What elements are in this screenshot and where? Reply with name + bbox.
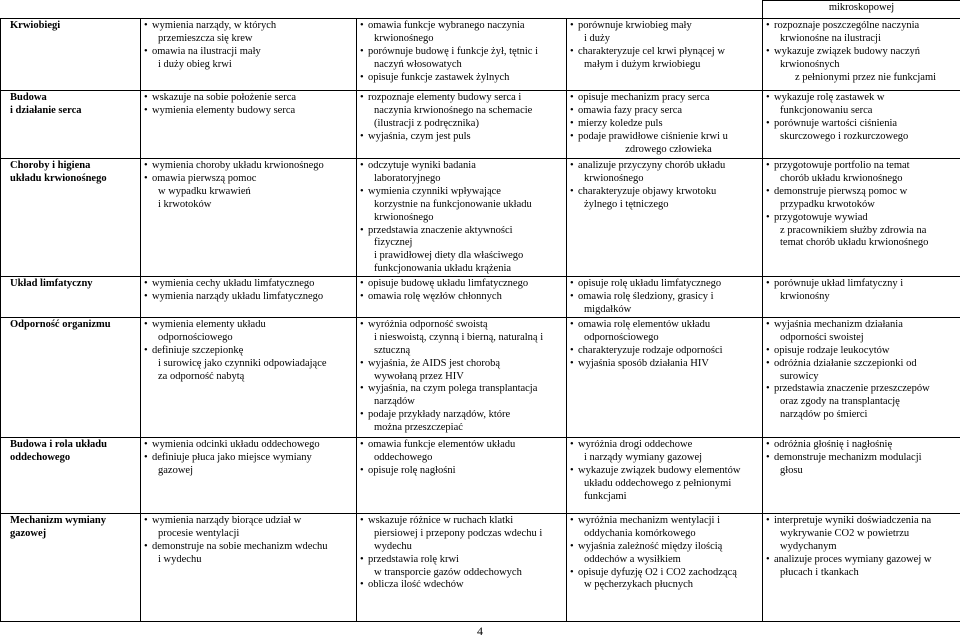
requirement-list — [570, 515, 759, 592]
topic-cell — [1, 513, 141, 621]
requirement-item: • przygotowuje portfolio na temat — [766, 160, 957, 173]
requirement-item: • interpretuje wyniki doświadczenia na — [766, 515, 957, 528]
requirement-cell — [763, 437, 960, 513]
requirement-item: • wymienia narządy, w których — [144, 20, 353, 33]
requirement-continuation: temat chorób układu krwionośnego — [780, 237, 929, 249]
requirement-continuation: wydychanym — [780, 540, 837, 552]
requirement-continuation: głosu — [780, 464, 803, 476]
requirement-continuation: migdałków — [584, 303, 632, 315]
requirement-item: • wskazuje różnice w ruchach klatki — [360, 515, 563, 528]
requirement-item: • omawia rolę elementów układu — [570, 319, 759, 332]
requirement-cell — [141, 91, 357, 159]
requirement-list — [570, 319, 759, 371]
requirement-cell — [357, 317, 567, 437]
requirement-item: • opisuje budowę układu limfatycznego — [360, 278, 563, 291]
topic-label: Odporność organizmu — [10, 318, 111, 330]
requirement-list — [144, 20, 353, 72]
requirement-continuation: i nieswoistą, czynną i bierną, naturalną i — [374, 331, 544, 343]
requirement-cell — [763, 19, 960, 91]
requirement-list — [570, 92, 759, 157]
requirement-item: • demonstruje pierwszą pomoc w — [766, 186, 957, 199]
requirement-item: • wyjaśnia sposób działania HIV — [570, 358, 759, 371]
header-row — [1, 1, 960, 19]
requirement-item: • porównuje budowę i funkcje żył, tętnic i — [360, 46, 563, 59]
requirement-cell — [567, 19, 763, 91]
requirement-item: • wyjaśnia zależność między ilością — [570, 541, 759, 554]
requirement-continuation: i surowicę jako czynniki odpowiadające — [158, 357, 327, 369]
requirement-item: • przedstawia rolę krwi — [360, 554, 563, 567]
requirement-list — [360, 515, 563, 592]
requirement-continuation: gazowej — [158, 464, 193, 476]
requirement-cell — [141, 277, 357, 318]
topic-label: Krwiobiegi — [10, 20, 61, 31]
requirement-continuation: procesie wentylacji — [158, 527, 240, 539]
topic-cell — [1, 19, 141, 91]
requirement-continuation: krwionośnego — [584, 172, 644, 184]
requirement-item: • omawia funkcje elementów układu — [360, 439, 563, 452]
requirement-continuation: w wypadku krwawień — [158, 185, 251, 197]
requirement-item: • odróżnia głośnię i nagłośnię — [766, 439, 957, 452]
requirement-cell — [763, 159, 960, 277]
requirement-cell — [763, 277, 960, 318]
requirement-item: • przygotowuje wywiad — [766, 212, 957, 225]
requirement-item: • wyjaśnia, czym jest puls — [360, 131, 563, 144]
requirement-item: • rozpoznaje elementy budowy serca i — [360, 92, 563, 105]
table-row — [1, 513, 960, 621]
requirement-continuation: krwionośnego — [374, 211, 434, 223]
requirement-item: • definiuje szczepionkę — [144, 345, 353, 358]
requirement-continuation: odpornościowego — [158, 331, 233, 343]
requirement-continuation: wydechu — [374, 540, 412, 552]
requirement-continuation: odporności swoistej — [780, 331, 864, 343]
requirement-continuation: narządów — [374, 396, 415, 408]
requirement-continuation: skurczowego i rozkurczowego — [780, 130, 909, 142]
requirement-list — [570, 278, 759, 317]
requirement-continuation: surowicy — [780, 370, 819, 382]
requirement-item: • wyjaśnia mechanizm działania — [766, 319, 957, 332]
requirement-continuation: wykrywanie CO2 w powietrzu — [780, 527, 910, 539]
requirement-item: • wyróżnia odporność swoistą — [360, 319, 563, 332]
requirement-cell — [357, 437, 567, 513]
page-number: 4 — [477, 624, 483, 638]
requirement-item: • wymienia cechy układu limfatycznego — [144, 278, 353, 291]
requirement-cell — [567, 317, 763, 437]
requirement-list — [570, 439, 759, 504]
requirement-continuation: odpornościowego — [584, 331, 659, 343]
requirement-item: • charakteryzuje cel krwi płynącej w — [570, 46, 759, 59]
requirement-cell — [567, 159, 763, 277]
requirement-item: • omawia na ilustracji mały — [144, 46, 353, 59]
requirement-list — [144, 92, 353, 118]
requirement-item: • opisuje rolę nagłośni — [360, 465, 563, 478]
requirement-cell — [357, 513, 567, 621]
requirement-continuation: i duży obieg krwi — [158, 58, 232, 70]
requirement-list — [766, 20, 957, 85]
requirement-item: • analizuje przyczyny chorób układu — [570, 160, 759, 173]
requirement-list — [360, 278, 563, 304]
requirement-item: • odróżnia działanie szczepionki od — [766, 358, 957, 371]
requirement-continuation: narządów po śmierci — [780, 409, 868, 421]
requirement-item: • mierzy koledze puls — [570, 118, 759, 131]
requirement-cell — [763, 91, 960, 159]
requirement-item: • wykazuje związek budowy naczyń — [766, 46, 957, 59]
requirement-continuation: krwionośne na ilustracji — [780, 32, 881, 44]
requirement-list — [144, 319, 353, 384]
requirement-item: • wyróżnia mechanizm wentylacji i — [570, 515, 759, 528]
requirement-continuation: i narządy wymiany gazowej — [584, 451, 703, 463]
requirement-continuation: naczynia krwionośnego na schemacie — [374, 104, 533, 116]
requirement-cell — [141, 437, 357, 513]
requirement-continuation: oddychania komórkowego — [584, 527, 696, 539]
requirement-continuation: i krwotoków — [158, 198, 212, 210]
requirement-item: • opisuje rodzaje leukocytów — [766, 345, 957, 358]
requirement-continuation: oddechów a wysiłkiem — [584, 553, 681, 565]
table-row — [1, 19, 960, 91]
requirement-cell — [357, 91, 567, 159]
requirement-list — [766, 278, 957, 304]
requirement-list — [360, 20, 563, 85]
requirement-continuation: żylnego i tętniczego — [584, 198, 669, 210]
requirement-continuation: z pełnionymi przez nie funkcjami — [794, 71, 937, 83]
requirement-item: • oblicza ilość wdechów — [360, 579, 563, 592]
requirement-cell — [141, 19, 357, 91]
requirement-item: • przedstawia znaczenie aktywności — [360, 225, 563, 238]
requirement-cell — [763, 317, 960, 437]
requirement-continuation: wywołaną przez HIV — [374, 370, 464, 382]
requirement-continuation: i wydechu — [158, 553, 202, 565]
requirement-cell — [357, 277, 567, 318]
requirement-cell — [567, 91, 763, 159]
requirement-list — [570, 160, 759, 212]
requirement-continuation: funkcjami — [584, 490, 627, 502]
requirement-item: • wymienia elementy układu — [144, 319, 353, 332]
requirement-item: • wymienia narządy biorące udział w — [144, 515, 353, 528]
requirement-continuation: i duży — [584, 32, 610, 44]
requirement-list — [766, 160, 957, 250]
requirement-list — [360, 160, 563, 276]
requirement-item: • porównuje układ limfatyczny i — [766, 278, 957, 291]
requirement-item: • charakteryzuje objawy krwotoku — [570, 186, 759, 199]
requirement-item: • opisuje rolę układu limfatycznego — [570, 278, 759, 291]
requirement-item: • porównuje krwiobieg mały — [570, 20, 759, 33]
requirement-continuation: zdrowego człowieka — [625, 143, 712, 155]
requirement-list — [766, 92, 957, 144]
requirement-item: • opisuje funkcje zastawek żylnych — [360, 72, 563, 85]
requirement-cell — [141, 159, 357, 277]
requirement-cell — [763, 513, 960, 621]
requirement-continuation: w pęcherzykach płucnych — [584, 579, 694, 591]
requirement-item: • wymienia czynniki wpływające — [360, 186, 563, 199]
requirement-continuation: naczyń włosowatych — [374, 58, 462, 70]
requirement-item: • demonstruje na sobie mechanizm wdechu — [144, 541, 353, 554]
requirement-continuation: piersiowej i przepony podczas wdechu i — [374, 527, 543, 539]
requirement-continuation: przypadku krwotoków — [780, 198, 875, 210]
topic-label: Budowa — [10, 92, 47, 103]
requirement-continuation: laboratoryjnego — [374, 172, 441, 184]
requirement-cell — [357, 19, 567, 91]
requirement-continuation: można przeszczepiać — [374, 422, 463, 434]
requirement-continuation: krwionośnego — [374, 32, 434, 44]
column-header: mikroskopowej — [763, 1, 960, 19]
requirement-item: • definiuje płuca jako miejsce wymiany — [144, 452, 353, 465]
requirement-continuation: układu oddechowego z pełnionymi — [584, 477, 732, 489]
requirement-item: • wymienia choroby układu krwionośnego — [144, 160, 353, 173]
requirement-continuation: małym i dużym krwiobiegu — [584, 58, 701, 70]
requirement-cell — [567, 277, 763, 318]
requirement-cell — [141, 513, 357, 621]
topic-cell — [1, 91, 141, 159]
requirement-continuation: fizycznej — [374, 237, 413, 249]
requirement-item: • omawia fazy pracy serca — [570, 105, 759, 118]
topic-cell — [1, 159, 141, 277]
topic-label: Choroby i higiena — [10, 160, 91, 171]
requirement-item: • demonstruje mechanizm modulacji — [766, 452, 957, 465]
requirement-continuation: (ilustracji z podręcznika) — [374, 117, 479, 129]
requirement-item: • analizuje proces wymiany gazowej w — [766, 554, 957, 567]
requirement-item: • wymienia narządy układu limfatycznego — [144, 291, 353, 304]
topic-label: gazowej — [10, 527, 47, 539]
requirement-item: • porównuje wartości ciśnienia — [766, 118, 957, 131]
requirement-continuation: korzystnie na funkcjonowanie układu — [374, 198, 532, 210]
requirement-item: • przedstawia znaczenie przeszczepów — [766, 383, 957, 396]
requirement-list — [766, 439, 957, 478]
topic-cell — [1, 437, 141, 513]
requirement-item: • odczytuje wyniki badania — [360, 160, 563, 173]
topic-label: i działanie serca — [10, 104, 82, 116]
requirement-continuation: krwionośnych — [780, 58, 840, 70]
requirement-continuation: funkcjonowaniu serca — [780, 104, 873, 116]
requirement-item: • charakteryzuje rodzaje odporności — [570, 345, 759, 358]
requirement-continuation: w transporcie gazów oddechowych — [374, 566, 522, 578]
requirement-cell — [567, 513, 763, 621]
requirement-continuation: sztuczną — [374, 344, 411, 356]
requirement-item: • wymienia elementy budowy serca — [144, 105, 353, 118]
table-row — [1, 91, 960, 159]
requirement-continuation: oddechowego — [374, 451, 433, 463]
requirement-list — [570, 20, 759, 72]
requirement-item: • wyróżnia drogi oddechowe — [570, 439, 759, 452]
table-row — [1, 277, 960, 318]
requirement-item: • rozpoznaje poszczególne naczynia — [766, 20, 957, 33]
table-row — [1, 437, 960, 513]
requirement-list — [766, 515, 957, 580]
requirement-item: • omawia rolę węzłów chłonnych — [360, 291, 563, 304]
table-row — [1, 159, 960, 277]
topic-label: Budowa i rola układu — [10, 438, 107, 450]
requirement-item: • opisuje mechanizm pracy serca — [570, 92, 759, 105]
requirement-continuation: i prawidłowej diety dla właściwego — [374, 250, 524, 262]
requirement-list — [144, 160, 353, 212]
topic-label: Układ limfatyczny — [10, 278, 93, 290]
requirement-item: • podaje przykłady narządów, które — [360, 409, 563, 422]
requirement-item: • omawia funkcje wybranego naczynia — [360, 20, 563, 33]
requirement-list — [360, 319, 563, 435]
requirement-list — [360, 92, 563, 144]
requirement-item: • wyjaśnia, że AIDS jest chorobą — [360, 358, 563, 371]
requirement-continuation: chorób układu krwionośnego — [780, 172, 903, 184]
requirement-cell — [357, 159, 567, 277]
requirement-continuation: oraz zgody na transplantację — [780, 396, 900, 408]
requirement-item: • wskazuje na sobie położenie serca — [144, 92, 353, 105]
topic-cell — [1, 317, 141, 437]
requirement-item: • opisuje dyfuzję O2 i CO2 zachodzącą — [570, 567, 759, 580]
requirement-continuation: z pracownikiem służby zdrowia na — [780, 224, 927, 236]
requirement-continuation: krwionośny — [780, 291, 830, 303]
requirement-item: • wykazuje związek budowy elementów — [570, 465, 759, 478]
requirement-list — [766, 319, 957, 422]
requirement-item: • wyjaśnia, na czym polega transplantacja — [360, 383, 563, 396]
requirement-list — [144, 439, 353, 478]
requirement-item: • podaje prawidłowe ciśnienie krwi u — [570, 131, 759, 144]
requirement-cell — [141, 317, 357, 437]
requirement-cell — [567, 437, 763, 513]
requirement-item: • omawia rolę śledziony, grasicy i — [570, 291, 759, 304]
table-row — [1, 317, 960, 437]
requirement-continuation: przemieszcza się krew — [158, 32, 253, 44]
requirement-item: • wykazuje rolę zastawek w — [766, 92, 957, 105]
requirement-item: • wymienia odcinki układu oddechowego — [144, 439, 353, 452]
topic-label: układu krwionośnego — [10, 172, 107, 184]
topic-label: oddechowego — [10, 451, 71, 463]
topic-cell — [1, 277, 141, 318]
requirement-list — [360, 439, 563, 478]
requirement-item: • omawia pierwszą pomoc — [144, 173, 353, 186]
requirement-list — [144, 515, 353, 567]
requirement-continuation: funkcjonowania układu krążenia — [374, 263, 512, 275]
requirement-list — [144, 278, 353, 304]
requirement-continuation: za odporność nabytą — [158, 370, 245, 382]
requirement-continuation: płucach i tkankach — [780, 566, 859, 578]
topic-label: Mechanizm wymiany — [10, 514, 106, 526]
